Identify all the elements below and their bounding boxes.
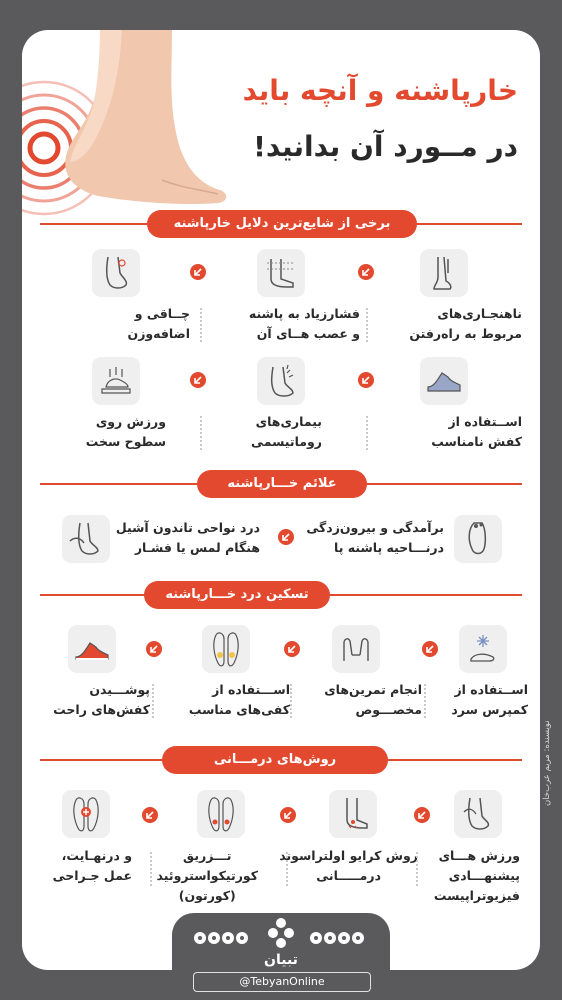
obese-foot-icon <box>92 249 140 297</box>
cause-weight-text: چــاقی و اضافه‌وزن <box>127 306 190 341</box>
arrow-icon <box>422 641 438 657</box>
dotted-divider <box>150 852 152 886</box>
brand-name: تبیان <box>264 952 298 968</box>
treatment-surgery-text: و درنهـایت، عمل جـراحی <box>52 848 132 883</box>
cause-shoe-text: اســتفاده از کفش نامناسب <box>431 414 522 449</box>
social-handle[interactable]: @TebyanOnline <box>193 972 371 992</box>
arrow-icon <box>190 264 206 280</box>
sole-icon <box>454 515 502 563</box>
dotted-divider <box>366 308 368 342</box>
insole-icon <box>202 625 250 673</box>
dotted-divider <box>200 416 202 450</box>
relief-exercise-text: انجام تمرین‌های مخصـــوص <box>324 682 422 717</box>
infographic-card <box>22 30 540 970</box>
foot-pressure-icon <box>420 249 468 297</box>
shoe-icon <box>420 357 468 405</box>
arrow-icon <box>358 264 374 280</box>
dotted-divider <box>290 684 292 718</box>
physio-icon <box>454 790 502 838</box>
symptoms-heading: علائم خـــارپاشنه <box>197 470 367 498</box>
dotted-divider <box>286 852 288 886</box>
hard-surface-icon <box>92 357 140 405</box>
treatment-heading: روش‌های درمـــانی <box>162 746 388 774</box>
relief-insole-text: اســـتفاده از کفی‌های مناسب <box>188 682 290 717</box>
relief-section-header <box>22 581 540 609</box>
symptoms-section-header <box>22 470 540 498</box>
relief-compress-text: اســتفاده از کمپرس سرد <box>451 682 528 717</box>
author-credit: نویسنده: مریم عرب‌خان <box>542 720 552 806</box>
causes-heading: برخی از شایع‌ترین دلایل خارپاشنه <box>147 210 417 238</box>
surgery-icon <box>62 790 110 838</box>
injection-foot-icon <box>197 790 245 838</box>
cold-compress-icon <box>459 625 507 673</box>
title-line-2: در مــورد آن بدانید! <box>253 130 518 163</box>
arrow-icon <box>280 807 296 823</box>
symptom-bump-text: برآمدگی و بیرون‌زدگی درنـــاحیه پاشنه پا <box>306 520 444 555</box>
cryo-foot-icon <box>329 790 377 838</box>
achilles-touch-icon <box>62 515 110 563</box>
symptom-achilles-text: درد نواحی تاندون آشیل هنگام لمس یا فشـار <box>115 520 260 555</box>
foot-exercise-icon <box>332 625 380 673</box>
dotted-divider <box>366 416 368 450</box>
causes-section-header <box>22 210 540 238</box>
arrow-icon <box>278 529 294 545</box>
tebyan-logo-icon <box>266 916 296 952</box>
arrow-icon <box>146 641 162 657</box>
treatment-physio-text: ورزش هـــای پیشنهـــادی فیزیوتراپیست <box>433 848 520 903</box>
arrow-icon <box>414 807 430 823</box>
relief-heading: تسکین درد خـــارپاشنه <box>144 581 330 609</box>
dotted-divider <box>424 684 426 718</box>
arrow-icon <box>358 372 374 388</box>
rheumatism-foot-icon <box>257 357 305 405</box>
treatment-injection-text: تـــزریق کورتیکواستروئید (کورتون) <box>156 848 258 903</box>
cause-gait-text: ناهنجـاری‌های مربوط به راه‌رفتن <box>409 306 522 341</box>
heel-nerve-icon <box>257 249 305 297</box>
hero-illustration <box>22 30 540 220</box>
treatment-section-header <box>22 746 540 774</box>
cause-hard-surface-text: ورزش روی سطوح سخت <box>85 414 166 449</box>
treatment-cryo-text: روش کرایو اولتراسوند درمـــــانی <box>279 848 418 883</box>
relief-shoe-text: پوشـــیدن کفش‌های راحت <box>53 682 150 717</box>
arrow-icon <box>190 372 206 388</box>
dotted-divider <box>200 308 202 342</box>
arrow-icon <box>284 641 300 657</box>
arrow-icon <box>142 807 158 823</box>
dotted-divider <box>152 684 154 718</box>
dotted-divider <box>416 852 418 886</box>
title-line-1: خارپاشنه و آنچه باید <box>242 74 518 107</box>
cause-rheumatism-text: بیماری‌های روماتیسمی <box>251 414 322 449</box>
cause-heel-pressure-text: فشارزیاد به پاشنه و عصب هــای آن <box>248 306 360 341</box>
comfy-shoe-icon <box>68 625 116 673</box>
